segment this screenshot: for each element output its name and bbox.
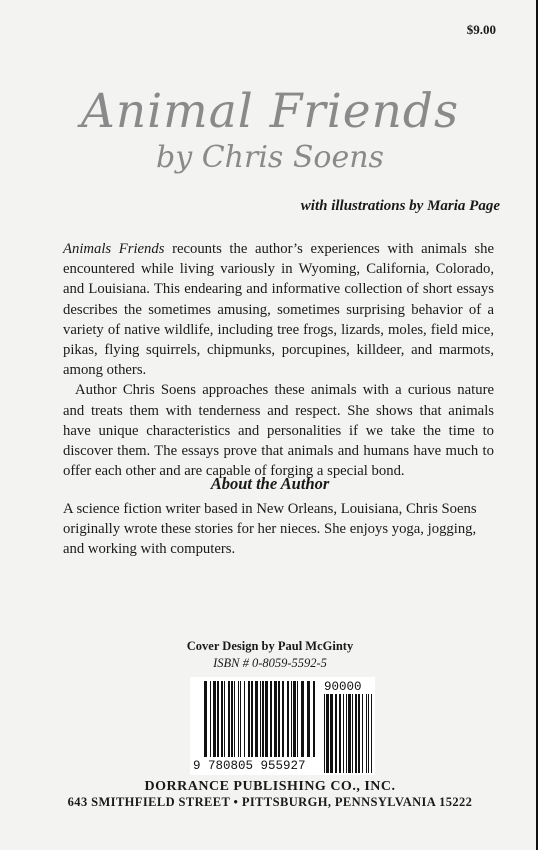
book-description bbox=[63, 239, 494, 481]
book-title: Animal Friends bbox=[80, 84, 460, 139]
cover-design-credit: Cover Design by Paul McGinty bbox=[186, 639, 354, 653]
description-paragraph-1-text: recounts the author’s experiences with animals she encountered while living variously in Wyoming, California, Colorado, and Louisiana. This endearing and informative collection of short essays describes the sometimes amusing, sometimes surprising behavior of a variety of native wildlife, including tree frogs, lizards, moles, field mice, pikas, flying squirrels, chipmunks, porcupines, killdeer, and marmots, among others. bbox=[63, 241, 494, 379]
publisher-address: 643 SMITHFIELD STREET • PITTSBURGH, PENNSYLVANIA 15222 bbox=[67, 795, 473, 809]
price-label: $9.00 bbox=[466, 22, 496, 37]
barcode-main-digits: 9 780805 955927 bbox=[193, 759, 306, 773]
description-paragraph-2: Author Chris Soens approaches these animals with a curious nature and treats them with tenderness and respect. She shows that animals have unique characteristics and personalities if we take the time to discover them. The essays prove that animals and humans have much to offer each other and are capable of forging a special bond. bbox=[63, 382, 494, 480]
about-author-text: A science fiction writer based in New Orleans, Louisiana, Chris Soens originally wrote these stories for her nieces. She enjoys yoga, jogging, and working with computers. bbox=[63, 501, 477, 558]
isbn-barcode bbox=[190, 677, 375, 775]
description-paragraph-1 bbox=[63, 239, 494, 380]
barcode-addon-digits: 90000 bbox=[324, 680, 362, 694]
isbn-number: ISBN # 0-8059-5592-5 bbox=[213, 656, 327, 670]
author-byline: by Chris Soens bbox=[156, 140, 384, 175]
book-title-italic: Animals Friends bbox=[63, 241, 165, 257]
about-author-heading: About the Author bbox=[210, 474, 330, 493]
illustrator-credit: with illustrations by Maria Page bbox=[300, 198, 500, 214]
publisher-name: DORRANCE PUBLISHING CO., INC. bbox=[144, 779, 396, 794]
